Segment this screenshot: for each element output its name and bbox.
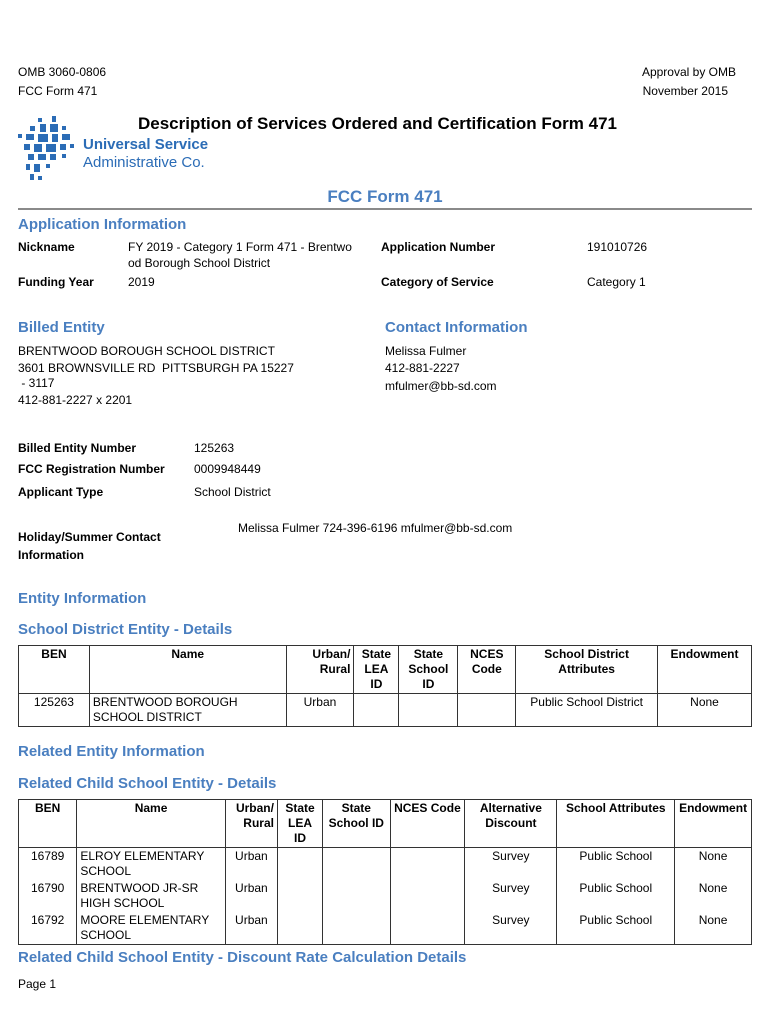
cell-state-school-id <box>323 880 391 912</box>
logo-line-1: Universal Service <box>83 136 209 153</box>
funding-year-value: 2019 <box>128 275 155 289</box>
cell-name: ELROY ELEMENTARY SCHOOL <box>77 848 225 881</box>
page-number: Page 1 <box>18 977 57 991</box>
category-label: Category of Service <box>381 275 494 289</box>
column-header: State School ID <box>399 646 458 694</box>
column-header: Endowment <box>675 800 752 848</box>
billed-entity-address-1: 3601 BROWNSVILLE RD PITTSBURGH PA 15227 <box>18 361 294 375</box>
related-child-details-heading: Related Child School Entity - Details <box>18 775 277 792</box>
cell-attributes: Public School <box>557 880 675 912</box>
cell-name: BRENTWOOD BOROUGH SCHOOL DISTRICT <box>89 694 286 727</box>
cell-alt-discount: Survey <box>465 912 557 945</box>
cell-endowment: None <box>675 848 752 881</box>
cell-state-lea-id <box>277 912 322 945</box>
contact-name: Melissa Fulmer <box>385 344 467 358</box>
column-header: State LEA ID <box>354 646 399 694</box>
category-value: Category 1 <box>587 275 646 289</box>
logo-line-2: Administrative Co. <box>83 154 205 171</box>
cell-nces-code <box>458 694 516 727</box>
contact-email[interactable]: mfulmer@bb-sd.com <box>385 379 497 393</box>
cell-state-school-id <box>323 912 391 945</box>
cell-ben: 16790 <box>19 880 77 912</box>
billed-entity-number-label: Billed Entity Number <box>18 441 137 455</box>
cell-name: BRENTWOOD JR-SR HIGH SCHOOL <box>77 880 225 912</box>
cell-endowment: None <box>675 912 752 945</box>
approval-label: Approval by OMB <box>641 65 736 79</box>
cell-nces-code <box>390 912 465 945</box>
cell-state-school-id <box>323 848 391 881</box>
cell-ben: 16789 <box>19 848 77 881</box>
cell-urban-rural: Urban <box>225 848 277 881</box>
applicant-type-value: School District <box>194 485 271 499</box>
column-header: School District Attributes <box>516 646 658 694</box>
form-name: FCC Form 471 <box>18 84 98 98</box>
billed-entity-number-value: 125263 <box>194 441 235 455</box>
cell-ben: 16792 <box>19 912 77 945</box>
column-header: State School ID <box>323 800 391 848</box>
approval-date: November 2015 <box>642 84 728 98</box>
cell-urban-rural: Urban <box>286 694 354 727</box>
column-header: Urban/ Rural <box>225 800 277 848</box>
cell-state-lea-id <box>354 694 399 727</box>
column-header: Name <box>77 800 225 848</box>
table-header-row <box>19 800 752 848</box>
holiday-contact-value: Melissa Fulmer 724-396-6196 mfulmer@bb-sd.com <box>238 521 513 535</box>
billed-entity-heading: Billed Entity <box>18 319 105 336</box>
fcc-registration-value: 0009948449 <box>194 462 261 476</box>
nickname-value-2: od Borough School District <box>128 256 271 270</box>
cell-attributes: Public School <box>557 912 675 945</box>
nickname-value-1: FY 2019 - Category 1 Form 471 - Brentwo <box>128 240 352 254</box>
application-info-heading: Application Information <box>18 216 187 233</box>
cell-alt-discount: Survey <box>465 880 557 912</box>
omb-number: OMB 3060-0806 <box>18 65 107 79</box>
cell-attributes: Public School <box>557 848 675 881</box>
cell-alt-discount: Survey <box>465 848 557 881</box>
related-entity-heading: Related Entity Information <box>18 743 205 760</box>
cell-endowment: None <box>658 694 752 727</box>
column-header: BEN <box>19 646 90 694</box>
column-header: Alternative Discount <box>465 800 557 848</box>
cell-state-lea-id <box>277 880 322 912</box>
column-header: State LEA ID <box>277 800 322 848</box>
discount-rate-heading: Related Child School Entity - Discount Rate Calculation Details <box>18 949 467 966</box>
cell-attributes: Public School District <box>516 694 658 727</box>
column-header: Name <box>89 646 286 694</box>
table-header-row <box>19 646 752 694</box>
document-title: Description of Services Ordered and Certification Form 471 <box>138 114 617 133</box>
cell-name: MOORE ELEMENTARY SCHOOL <box>77 912 225 945</box>
billed-entity-phone: 412-881-2227 x 2201 <box>18 393 133 407</box>
fcc-registration-label: FCC Registration Number <box>18 462 165 476</box>
table-row <box>19 912 752 945</box>
contact-phone: 412-881-2227 <box>385 361 460 375</box>
column-header: Urban/ Rural <box>286 646 354 694</box>
related-child-table <box>18 799 752 945</box>
contact-info-heading: Contact Information <box>385 319 528 336</box>
cell-ben: 125263 <box>19 694 90 727</box>
billed-entity-address-2: - 3117 <box>18 376 55 390</box>
table-row <box>19 848 752 881</box>
cell-state-lea-id <box>277 848 322 881</box>
holiday-contact-label-1: Holiday/Summer Contact <box>18 530 161 544</box>
column-header: NCES Code <box>458 646 516 694</box>
entity-info-heading: Entity Information <box>18 590 147 607</box>
table-row <box>19 880 752 912</box>
form-heading: FCC Form 471 <box>327 187 443 206</box>
school-district-details-heading: School District Entity - Details <box>18 621 233 638</box>
funding-year-label: Funding Year <box>18 275 94 289</box>
school-district-table <box>18 645 752 727</box>
cell-nces-code <box>390 880 465 912</box>
column-header: BEN <box>19 800 77 848</box>
column-header: Endowment <box>658 646 752 694</box>
column-header: School Attributes <box>557 800 675 848</box>
holiday-contact-label-2: Information <box>18 548 84 562</box>
app-number-value: 191010726 <box>587 240 648 254</box>
column-header: NCES Code <box>390 800 465 848</box>
table-row <box>19 694 752 727</box>
cell-urban-rural: Urban <box>225 912 277 945</box>
divider <box>18 208 752 210</box>
cell-endowment: None <box>675 880 752 912</box>
cell-state-school-id <box>399 694 458 727</box>
nickname-label: Nickname <box>18 240 75 254</box>
applicant-type-label: Applicant Type <box>18 485 104 499</box>
billed-entity-name: BRENTWOOD BOROUGH SCHOOL DISTRICT <box>18 344 275 358</box>
app-number-label: Application Number <box>381 240 496 254</box>
cell-nces-code <box>390 848 465 881</box>
cell-urban-rural: Urban <box>225 880 277 912</box>
